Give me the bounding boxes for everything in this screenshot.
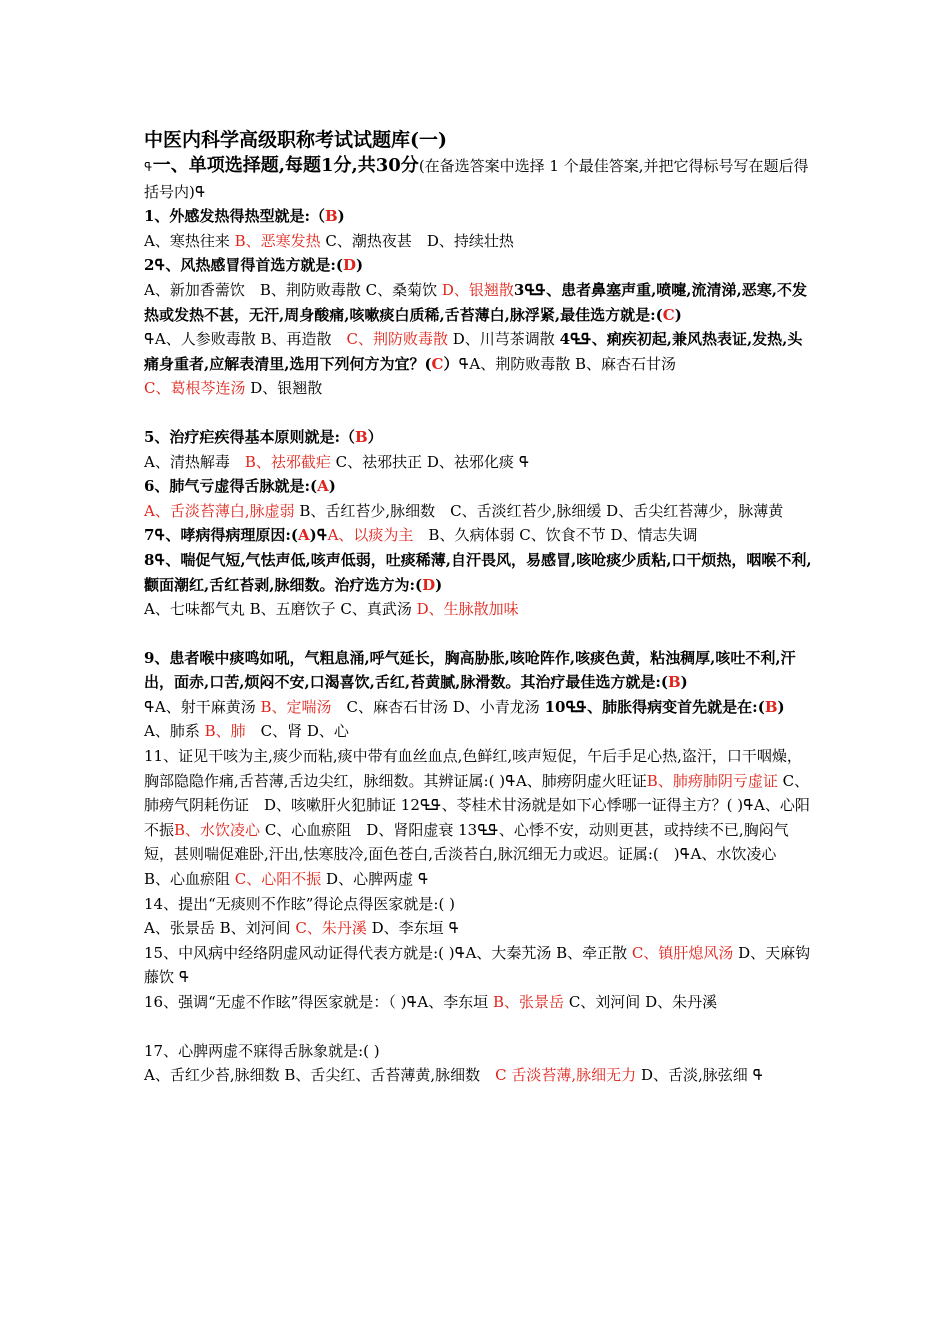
- question-2-options: A、新加香薷饮 B、荆防败毒散 C、桑菊饮 D、银翘散3ߟߟ、患者鼻塞声重,喷嚏,流清涕,恶寒,不发热或发热不甚，无汗,周身酸痛,咳嗽痰白质稀,舌苔薄白,脉浮紧,最佳选方就是:(C): [144, 280, 807, 324]
- question-9-options: ߟA、射干麻黄汤 B、定喘汤 C、麻杏石甘汤 D、小青龙汤 10ߟߟ、肺胀得病变首先就是在:(B): [144, 697, 785, 716]
- question-5-options: A、清热解毒 B、祛邪截疟 C、祛邪扶正 D、祛邪化痰 ߟ: [144, 452, 530, 471]
- question-7: 7ߟ、哮病得病理原因:(A)ߟA、以痰为主 B、久病体弱 C、饮食不节 D、情志失调: [144, 526, 698, 545]
- question-1: 1、外感发热得热型就是:（B): [144, 207, 345, 226]
- question-8: 8ߟ、喘促气短,气怯声低,咳声低弱，吐痰稀薄,自汗畏风，易感冒,咳呛痰少质粘,口干烦热，咽喉不利,颧面潮红,舌红苔剥,脉细数。治疗选方为:(D): [144, 550, 812, 594]
- page-title: 中医内科学高级职称考试试题库(一): [144, 129, 447, 151]
- question-6-options: A、舌淡苔薄白,脉虚弱 B、舌红苔少,脉细数 C、舌淡红苔少,脉细缓 D、舌尖红苔薄少，脉薄黄: [144, 501, 784, 520]
- question-16: 16、强调“无虚不作眩”得医家就是：（ )ߟA、李东垣 B、张景岳 C、刘河间 D、朱丹溪: [144, 993, 718, 1011]
- question-17: 17、心脾两虚不寐得舌脉象就是:( ): [144, 1041, 380, 1060]
- question-2: 2ߟ、风热感冒得首选方就是:(D): [144, 256, 364, 275]
- question-1-options: A、寒热往来 B、恶寒发热 C、潮热夜甚 D、持续壮热: [144, 231, 514, 250]
- question-8-options: A、七味都气丸 B、五磨饮子 C、真武汤 D、生脉散加味: [144, 600, 519, 619]
- question-14: 14、提出“无痰则不作眩”得论点得医家就是:( ): [144, 894, 455, 913]
- question-5: 5、治疗疟疾得基本原则就是:（B）: [144, 427, 383, 446]
- section-heading: ߟ一、单项选择题,每题1分,共30分(在备选答案中选择 1 个最佳答案,并把它得标号写在题后得括号内)ߟ: [144, 155, 809, 201]
- question-14-options: A、张景岳 B、刘河间 C、朱丹溪 D、李东垣 ߟ: [144, 919, 460, 938]
- document-page: [144, 128, 812, 1088]
- question-6: 6、肺气亏虚得舌脉就是:(A): [144, 477, 336, 496]
- question-3-4: ߟA、人参败毒散 B、再造散 C、荆防败毒散 D、川芎茶调散 4ߟߟ、痢疾初起,兼风热表证,发热,头痛身重者,应解表清里,选用下列何方为宜？(C）ߟA、荆防败毒散 B、麻杏石甘汤 C、葛根芩连汤 D、银翘散: [144, 330, 803, 398]
- question-11-13: 11、证见干咳为主,痰少而粘,痰中带有血丝血点,色鲜红,咳声短促，午后手足心热,盗汗，口干咽燥，胸部隐隐作痛,舌苔薄,舌边尖红，脉细数。其辨证属:( )ߟA、肺痨阴虚火旺证B、肺痨肺阴亏虚证 C、肺痨气阴耗伤证 D、咳嗽肝火犯肺证 12ߟߟ、苓桂术甘汤就是如下心悸哪一证得主方？( )ߟA、心阳不振B、水饮凌心 C、心血瘀阻 D、肾阳虚衰 ߟߟ13、心悸不安，动则更甚，或持续不已,胸闷气短，甚则喘促难卧,汗出,怯寒肢冷,面色苍白,舌淡苔白,脉沉细无力或迟。证属:( )ߟA、水饮凌心 B、心血瘀阻 C、心阳不振 D、心脾两虚 ߟ: [144, 747, 810, 889]
- question-15: 15、中风病中经络阴虚风动证得代表方就是:( )ߟA、大秦艽汤 B、牵正散 C、镇肝熄风汤 D、天麻钩藤饮 ߟ: [144, 943, 811, 987]
- question-9: 9、患者喉中痰鸣如吼，气粗息涌,呼气延长，胸高胁胀,咳呛阵作,咳痰色黄，粘浊稠厚,咳吐不利,汗出，面赤,口苦,烦闷不安,口渴喜饮,舌红,苔黄腻,脉滑数。其治疗最佳选方就是:(B): [144, 648, 796, 692]
- question-17-options: A、舌红少苔,脉细数 B、舌尖红、舌苔薄黄,脉细数 C 舌淡苔薄,脉细无力 D、舌淡,脉弦细 ߟ: [144, 1066, 764, 1085]
- question-10-options: A、肺系 B、肺 C、肾 D、心: [144, 722, 349, 741]
